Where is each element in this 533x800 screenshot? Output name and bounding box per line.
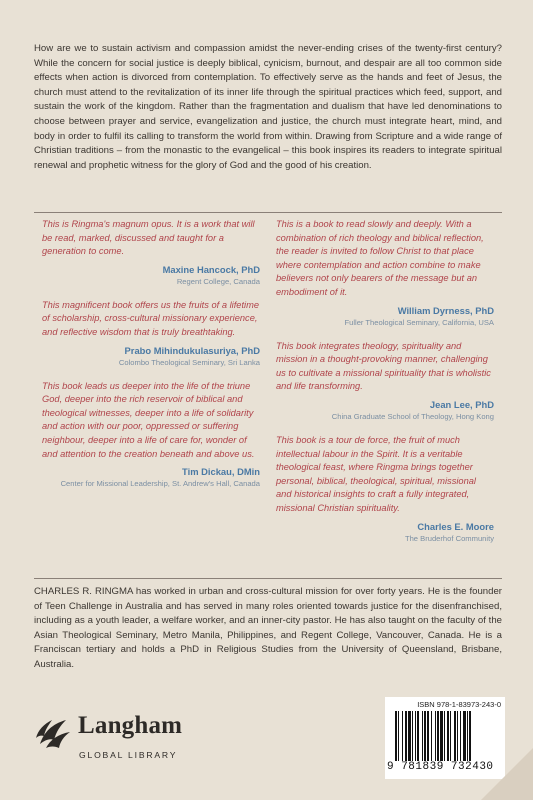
endorser-affiliation: Center for Missional Leadership, St. Andrew's Hall, Canada bbox=[60, 479, 260, 489]
endorser-name: Maxine Hancock, PhD bbox=[162, 263, 260, 275]
corner-flap bbox=[481, 748, 533, 800]
endorser-affiliation: China Graduate School of Theology, Hong Kong bbox=[331, 411, 494, 421]
isbn-label: ISBN 978-1-83973-243-0 bbox=[417, 700, 501, 709]
langham-bird-logo-icon bbox=[32, 714, 74, 756]
bottom-divider bbox=[34, 578, 502, 579]
endorsement-quote: This book leads us deeper into the life of the triune God, deeper into the rich reservoir of biblical and theological witnesses, deeper into a life of solidarity and action with our poor, oppressed or suffering neighbour, deeper into a life of care for, wonder of and attention to the creation beneath and above us. bbox=[42, 380, 255, 459]
endorsements-left-column bbox=[42, 218, 260, 501]
publisher-logo bbox=[32, 712, 232, 772]
endorsement bbox=[276, 218, 494, 328]
endorser-name: William Dyrness, PhD bbox=[397, 304, 494, 316]
endorsement-quote: This book integrates theology, spirituality and mission in a thought-provoking manner, challenging us to cultivate a missional spirituality that is wholistic and life transforming. bbox=[276, 340, 491, 392]
publisher-imprint: GLOBAL LIBRARY bbox=[79, 750, 178, 760]
barcode-digits: 9 781839 732430 bbox=[387, 761, 494, 773]
top-divider bbox=[34, 212, 502, 213]
endorsements-right-column bbox=[276, 218, 494, 556]
endorsement-quote: This is Ringma's magnum opus. It is a work that will be read, marked, discussed and taught for a generation to come. bbox=[42, 219, 255, 257]
publisher-name: Langham bbox=[78, 712, 183, 739]
endorser-name: Prabo Mihindukulasuriya, PhD bbox=[124, 344, 260, 356]
endorsement bbox=[276, 340, 494, 422]
endorsement bbox=[42, 380, 260, 490]
endorser-name: Jean Lee, PhD bbox=[429, 398, 494, 410]
endorser-affiliation: Regent College, Canada bbox=[176, 276, 260, 286]
endorser-name: Tim Dickau, DMin bbox=[182, 466, 260, 478]
back-cover-blurb: How are we to sustain activism and compassion amidst the never-ending crises of the twenty-first century? While the concern for social justice is deeply biblical, cynicism, burnout, and despair are all too common side effects when action is divorced from contemplation. To effectively serve as the hands and feet of Jesus, the church must attend to the revitalization of its inner life through the spiritual practices which feed, support, and sustain the work of the kingdom. Rather than the fragmentation and dualism that have led denominations to choose between prayer and service, evangelization and justice, the church must integrate heart, mind, and body in order to fulfil its calling to transform the world from within. Drawing from Scripture and a wide range of Christian traditions – from the monastic to the evangelical – this book inspires its readers to integrate spiritual renewal and prophetic witness for the glory of God and the good of his creation. bbox=[34, 43, 502, 171]
endorsement bbox=[42, 299, 260, 368]
endorsement bbox=[42, 218, 260, 287]
endorser-affiliation: Fuller Theological Seminary, California, USA bbox=[344, 317, 494, 327]
endorsement-quote: This is a book to read slowly and deeply. With a combination of rich theology and biblical reflection, the reader is invited to follow Christ to that place where contemplation and action combine to make believers not only bearers of the message but an embodiment of it. bbox=[276, 219, 484, 297]
endorser-affiliation: Colombo Theological Seminary, Sri Lanka bbox=[118, 357, 260, 367]
endorsement bbox=[276, 434, 494, 544]
endorser-name: Charles E. Moore bbox=[417, 520, 494, 532]
endorsement-quote: This book is a tour de force, the fruit of much intellectual labour in the Spirit. It is a veritable theological feast, where Ringma brings together personal, biblical, theological, spiritual, missional and historical insights to craft a fully integrated, missional Christian spirituality. bbox=[276, 434, 476, 513]
endorser-affiliation: The Bruderhof Community bbox=[404, 533, 494, 543]
author-bio: CHARLES R. RINGMA has worked in urban and cross-cultural mission for over forty years. He is the founder of Teen Challenge in Australia and has served in many roles oriented towards justice for the disenfranchised, including as a youth leader, a welfare worker, and an inner-city pastor. He has also taught on the faculty of the Asian Theological Seminary, Metro Manila, Philippines, and Regent College, Vancouver, Canada. He is a Franciscan tertiary and holds a PhD in Religious Studies from the University of Queensland, Brisbane, Australia. bbox=[34, 586, 502, 670]
barcode-bars bbox=[395, 711, 495, 761]
endorsement-quote: This magnificent book offers us the fruits of a lifetime of scholarship, cross-cultural missionary experience, and reflective wisdom that is truly breathtaking. bbox=[42, 299, 260, 337]
